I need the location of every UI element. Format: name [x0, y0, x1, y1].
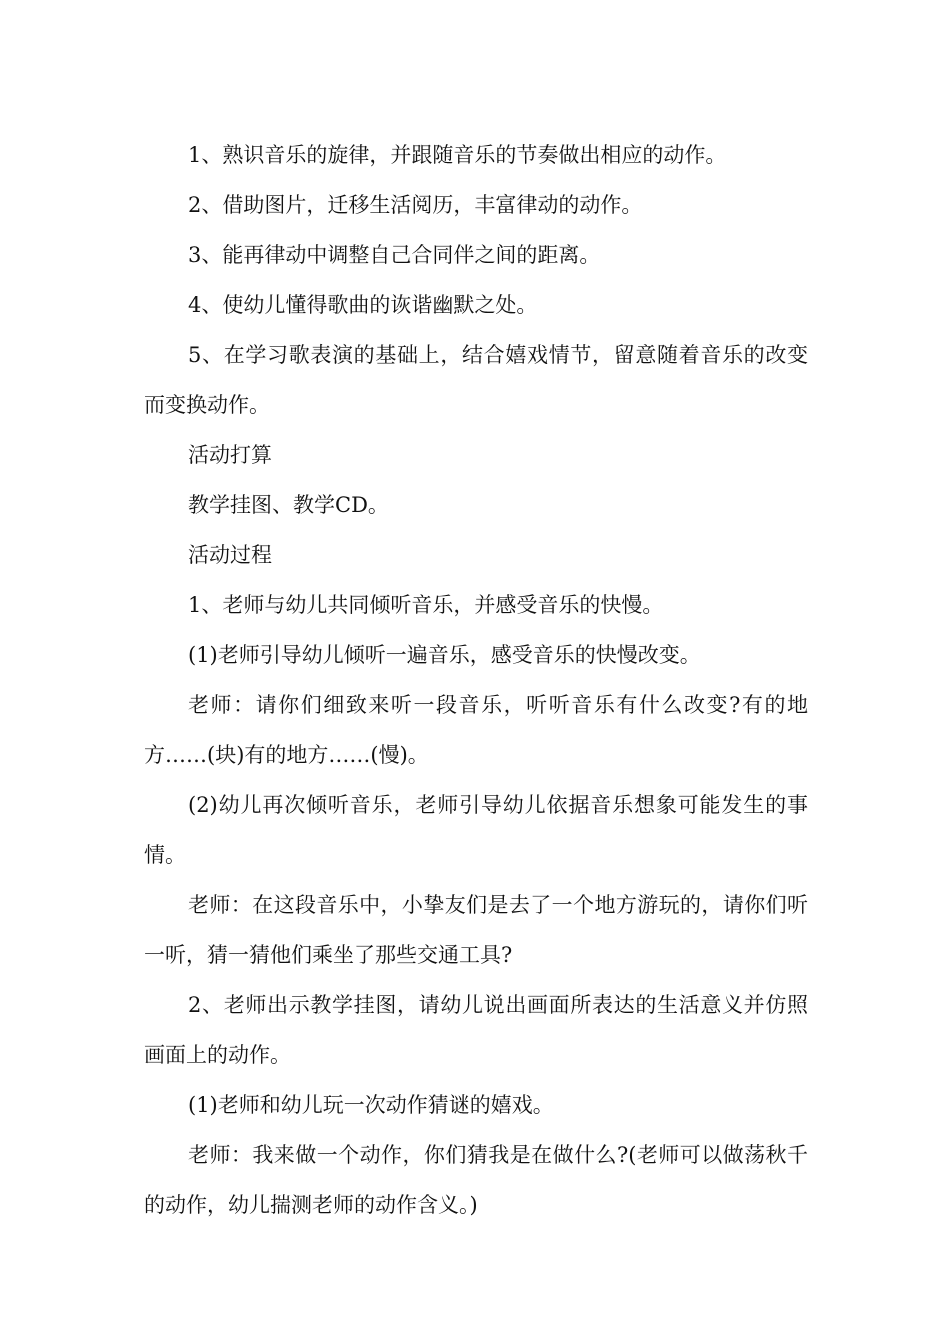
preparation-text: 教学挂图、教学CD。 [188, 493, 389, 517]
goal-item-5: 5、在学习歌表演的基础上，结合嬉戏情节，留意随着音乐的改变而变换动作。 [144, 343, 808, 417]
goal-item-4: 4、使幼儿懂得歌曲的诙谐幽默之处。 [188, 293, 538, 317]
section-heading-process: 活动过程 [188, 543, 272, 567]
document-body [144, 130, 808, 1230]
goal-item-2: 2、借助图片，迁移生活阅历，丰富律动的动作。 [188, 193, 643, 217]
goal-item-1: 1、熟识音乐的旋律，并跟随音乐的节奏做出相应的动作。 [188, 143, 727, 167]
process-step-2: 2、老师出示教学挂图，请幼儿说出画面所表达的生活意义并仿照画面上的动作。 [144, 993, 808, 1067]
goal-item-3: 3、能再律动中调整自己合同伴之间的距离。 [188, 243, 601, 267]
process-substep-2-1: (1)老师和幼儿玩一次动作猜谜的嬉戏。 [188, 1093, 554, 1117]
process-substep-1-2: (2)幼儿再次倾听音乐，老师引导幼儿依据音乐想象可能发生的事情。 [144, 793, 808, 867]
teacher-dialogue-3: 老师：我来做一个动作，你们猜我是在做什么?(老师可以做荡秋千的动作，幼儿揣测老师的动作含义。) [144, 1143, 808, 1217]
teacher-dialogue-2: 老师：在这段音乐中，小挚友们是去了一个地方游玩的，请你们听一听，猜一猜他们乘坐了那些交通工具? [144, 893, 808, 967]
section-heading-preparation: 活动打算 [188, 443, 272, 467]
process-substep-1-1: (1)老师引导幼儿倾听一遍音乐，感受音乐的快慢改变。 [188, 643, 701, 667]
teacher-dialogue-1: 老师：请你们细致来听一段音乐，听听音乐有什么改变?有的地方……(块)有的地方……(慢)。 [144, 693, 808, 767]
process-step-1: 1、老师与幼儿共同倾听音乐，并感受音乐的快慢。 [188, 593, 664, 617]
